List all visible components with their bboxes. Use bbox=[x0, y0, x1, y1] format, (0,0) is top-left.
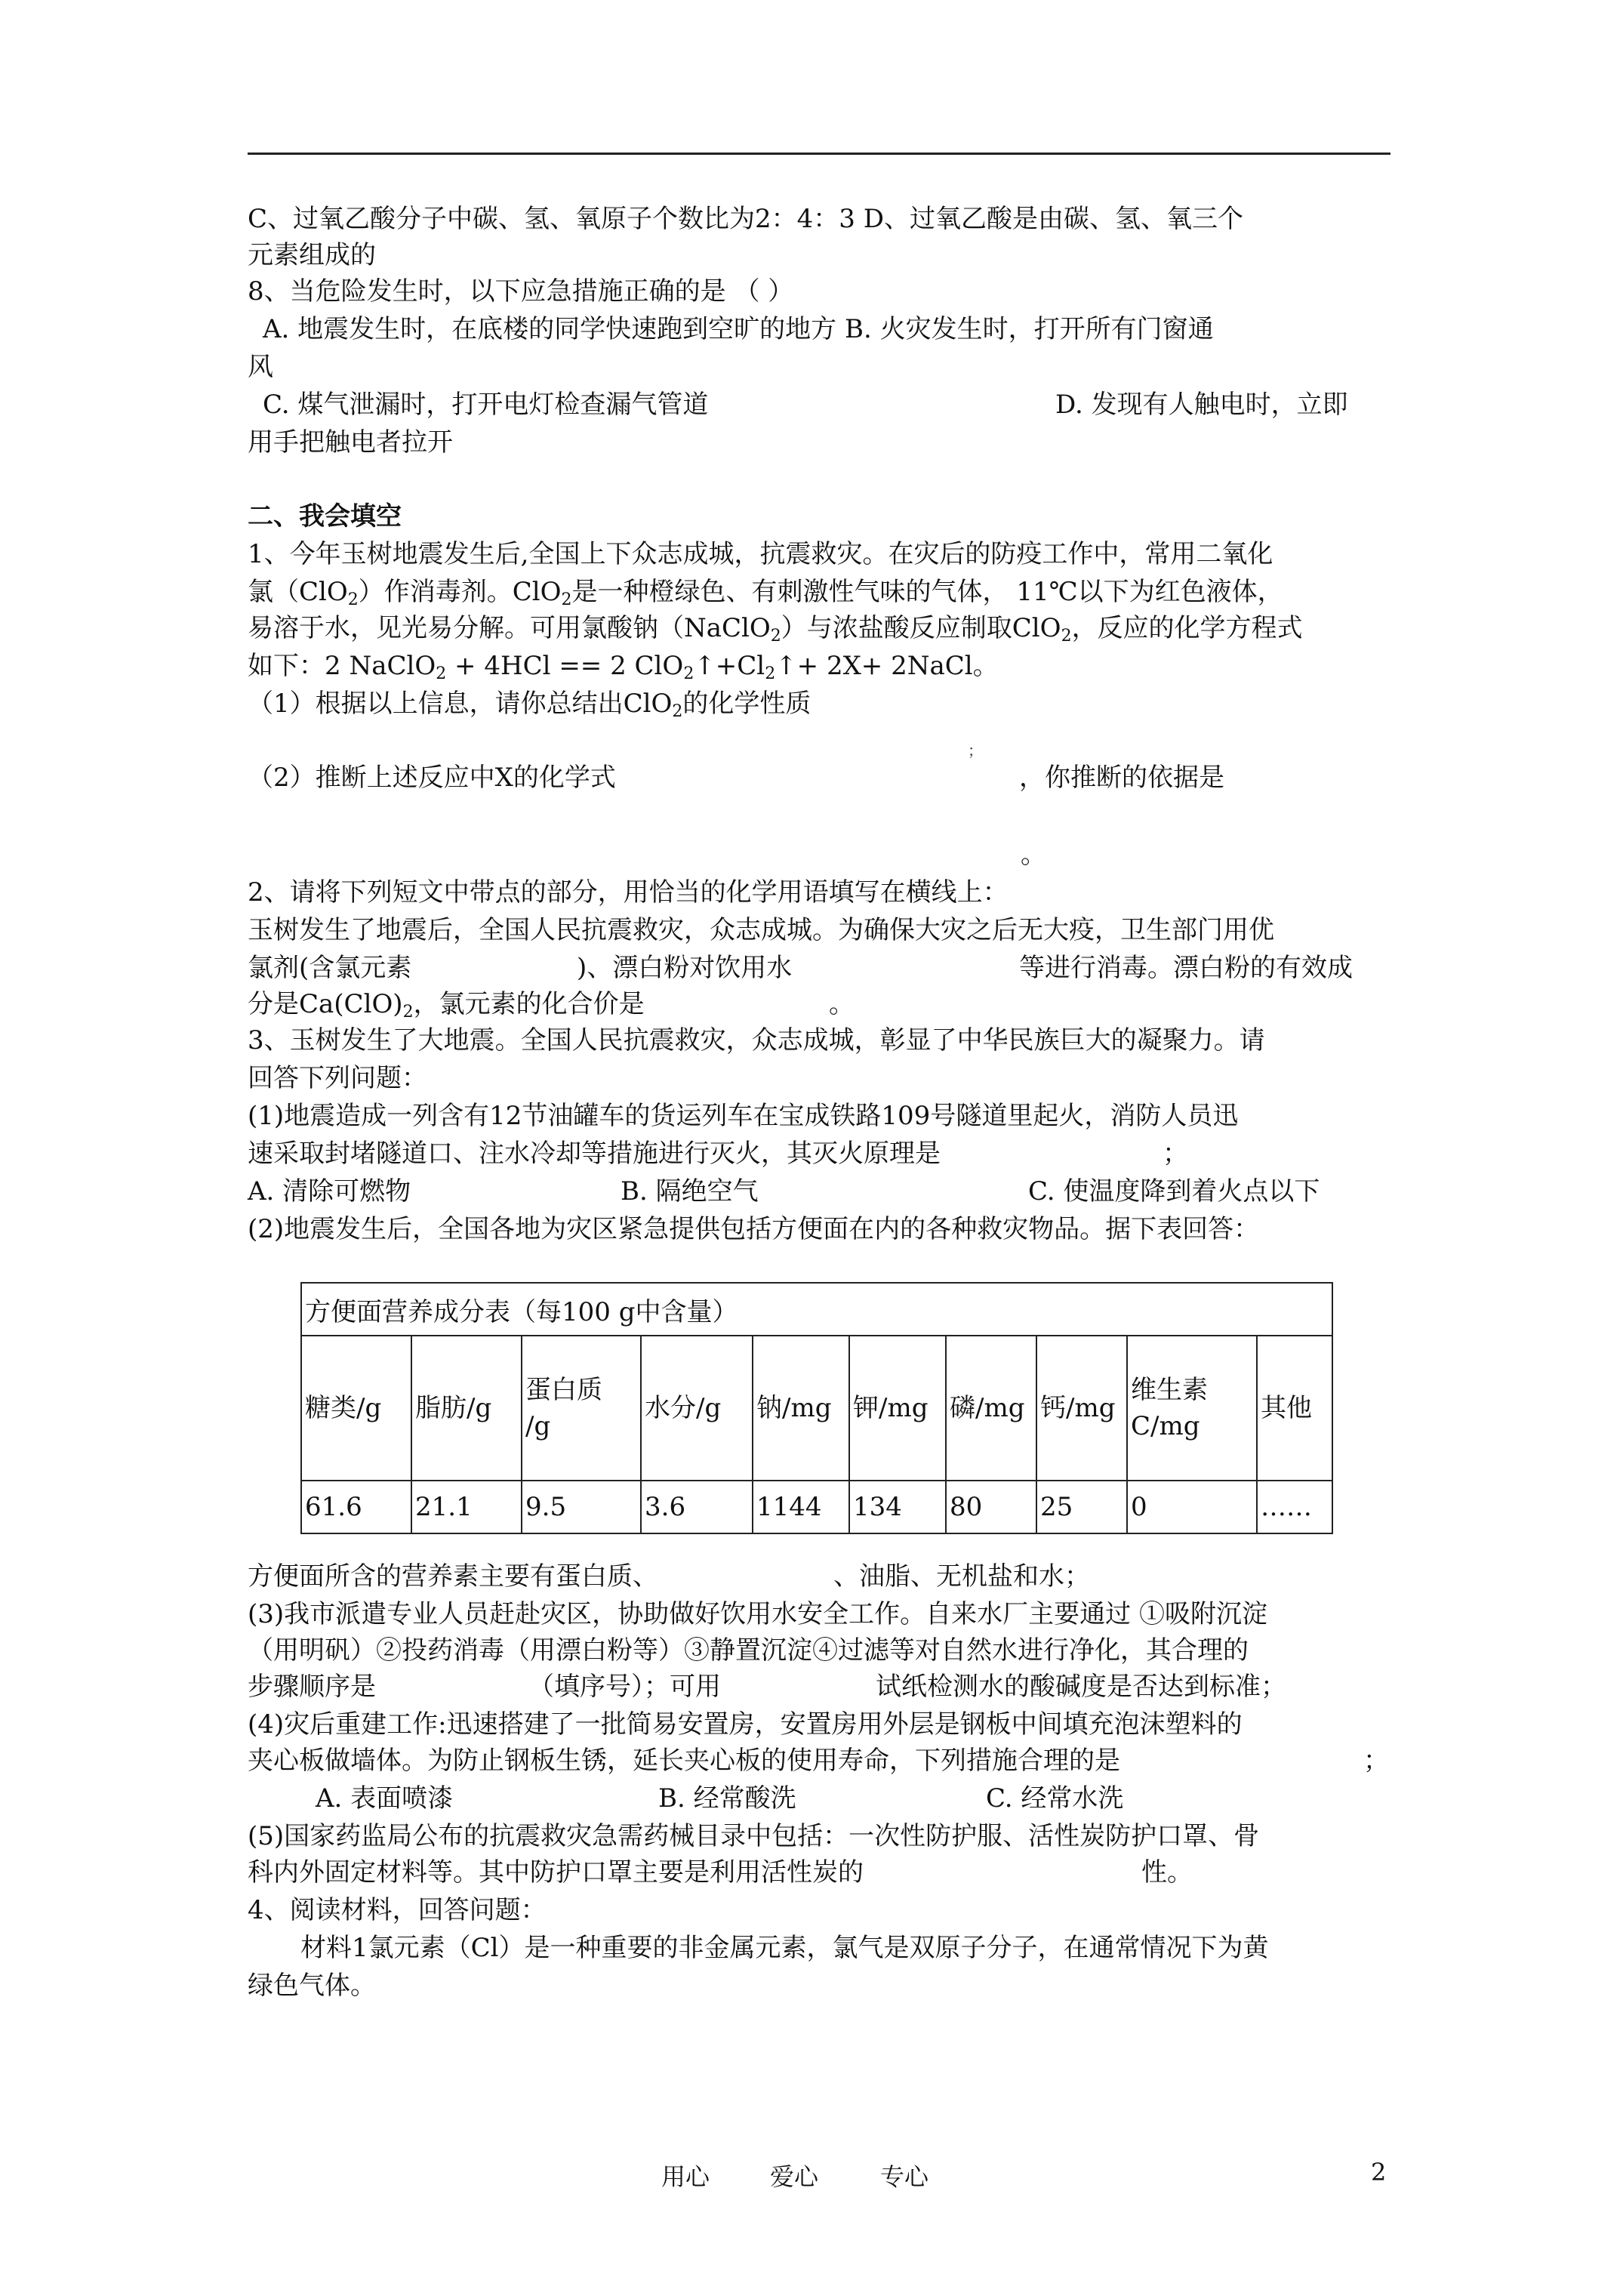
q3-line1: 3、玉树发生了大地震。全国人民抗震救灾，众志成城，彰显了中华民族巨大的凝聚力。请 bbox=[248, 1025, 1265, 1056]
q4-material1: 材料1氯元素（Cl）是一种重要的非金属元素，氯气是双原子分子，在通常情况下为黄 bbox=[300, 1933, 1269, 1963]
table-header-cell: 脂肪/g bbox=[411, 1336, 522, 1481]
page-number: 2 bbox=[1371, 2158, 1387, 2187]
q3-sub2-answer-a: 方便面所含的营养素主要有蛋白质、 bbox=[248, 1561, 658, 1592]
table-header-cell: 磷/mg bbox=[946, 1336, 1036, 1481]
q3-sub1-option-a: A. 清除可燃物 bbox=[248, 1176, 411, 1207]
table-header-cell: 水分/g bbox=[641, 1336, 753, 1481]
q1-line3: 易溶于水，见光易分解。可用氯酸钠（NaClO$_2$）与浓盐酸反应制取ClO$_2$，反应的化学方程式 bbox=[248, 613, 1303, 646]
table-header-cell: 蛋白质 /g bbox=[522, 1336, 641, 1481]
q8-option-c: C. 煤气泄漏时，打开电灯检查漏气管道 bbox=[263, 390, 709, 420]
q1-equation: 如下：2 NaClO$_2$ + 4HCl == 2 $ClO_2↑+Cl_2↑+ 2X+$ 2NaCl。 bbox=[248, 651, 999, 683]
q3-sub4-line2-end: ； bbox=[1363, 1746, 1389, 1776]
table-cell: 9.5 bbox=[522, 1481, 641, 1533]
q2-line3c: 等进行消毒。漂白粉的有效成 bbox=[1019, 953, 1353, 983]
q3-sub5-line2b: 性。 bbox=[1141, 1857, 1193, 1888]
header-rule bbox=[248, 153, 1390, 155]
table-cell: 25 bbox=[1036, 1481, 1127, 1533]
q3-sub3-line3b: （填序号）；可用 bbox=[528, 1672, 721, 1702]
table-cell: 0 bbox=[1127, 1481, 1257, 1533]
q1-sub1: （1）根据以上信息，请你总结出ClO$_2$的化学性质 bbox=[248, 689, 812, 721]
q2-line3b: )、漂白粉对饮用水 bbox=[577, 953, 793, 983]
footer-right: 专心 bbox=[880, 2162, 929, 2191]
table-header-cell: 糖类/g bbox=[301, 1336, 411, 1481]
table-header-cell: 钙/mg bbox=[1036, 1336, 1127, 1481]
table-row bbox=[301, 1481, 1332, 1533]
q3-sub3-line1: (3)我市派遣专业人员赶赴灾区，协助做好饮用水安全工作。自来水厂主要通过 ①吸附沉淀 bbox=[248, 1599, 1267, 1629]
footer-left: 用心 bbox=[661, 2162, 710, 2191]
q8-option-b-cont: 风 bbox=[248, 352, 273, 382]
q8-option-d-cont: 用手把触电者拉开 bbox=[248, 427, 453, 458]
q3-sub2-answer-b: 、油脂、无机盐和水； bbox=[833, 1561, 1090, 1592]
q2-line1: 2、请将下列短文中带点的部分，用恰当的化学用语填写在横线上： bbox=[248, 877, 1009, 908]
table-cell: 3.6 bbox=[641, 1481, 753, 1533]
q2-line4-end: 。 bbox=[829, 989, 855, 1019]
table-cell: …… bbox=[1257, 1481, 1332, 1533]
q3-sub3-line3c: 试纸检测水的酸碱度是否达到标准； bbox=[876, 1672, 1286, 1702]
q3-sub1-line2: 速采取封堵隧道口、注水冷却等措施进行灭火，其灭火原理是 bbox=[248, 1139, 941, 1169]
q3-sub4-line2: 夹心板做墙体。为防止钢板生锈，延长夹心板的使用寿命，下列措施合理的是 bbox=[248, 1746, 1120, 1776]
q8-stem: 8、当危险发生时，以下应急措施正确的是 （ ） bbox=[248, 276, 794, 307]
q4-line1: 4、阅读材料，回答问题： bbox=[248, 1895, 547, 1925]
q1-line1: 1、今年玉树地震发生后,全国上下众志成城，抗震救灾。在灾后的防疫工作中，常用二氧化 bbox=[248, 539, 1273, 569]
table-cell: 21.1 bbox=[411, 1481, 522, 1533]
q8-option-a-b: A. 地震发生时，在底楼的同学快速跑到空旷的地方 B. 火灾发生时，打开所有门窗通 bbox=[263, 314, 1214, 344]
footer-middle: 爱心 bbox=[770, 2162, 819, 2191]
q8-option-d: D. 发现有人触电时，立即 bbox=[1055, 390, 1348, 420]
nutrition-table bbox=[300, 1282, 1333, 1534]
table-cell: 80 bbox=[946, 1481, 1036, 1533]
q1-sub2-end: 。 bbox=[1021, 840, 1046, 870]
q3-sub1-option-b: B. 隔绝空气 bbox=[621, 1176, 759, 1207]
q1-sub2-label: （2）推断上述反应中X的化学式 bbox=[248, 763, 616, 793]
table-header-cell: 维生素 C/mg bbox=[1127, 1336, 1257, 1481]
q3-sub4-option-c: C. 经常水洗 bbox=[986, 1783, 1124, 1814]
q2-line2: 玉树发生了地震后，全国人民抗震救灾，众志成城。为确保大灾之后无大疫，卫生部门用优 bbox=[248, 915, 1274, 945]
q3-sub1-line1: (1)地震造成一列含有12节油罐车的货运列车在宝成铁路109号隧道里起火，消防人员迅 bbox=[248, 1101, 1239, 1131]
table-cell: 61.6 bbox=[301, 1481, 411, 1533]
table-header-row bbox=[301, 1336, 1332, 1481]
q3-line2: 回答下列问题： bbox=[248, 1063, 427, 1093]
q3-sub4-line1: (4)灾后重建工作:迅速搭建了一批简易安置房，安置房用外层是钢板中间填充泡沫塑料的 bbox=[248, 1709, 1243, 1740]
table-cell: 134 bbox=[849, 1481, 946, 1533]
section-title: 二、我会填空 bbox=[248, 501, 402, 532]
q3-sub4-option-a: A. 表面喷漆 bbox=[316, 1783, 454, 1814]
q1-line2: 氯（ClO$_2$）作消毒剂。ClO$_2$是一种橙绿色、有刺激性气味的气体， 11℃以下为红色液体， bbox=[248, 577, 1283, 609]
q3-sub3-line2: （用明矾）②投药消毒（用漂白粉等）③静置沉淀④过滤等对自然水进行净化，其合理的 bbox=[248, 1635, 1249, 1666]
q3-sub5-line1: (5)国家药监局公布的抗震救灾急需药械目录中包括：一次性防护服、活性炭防护口罩、骨 bbox=[248, 1821, 1260, 1851]
q3-sub1-option-c: C. 使温度降到着火点以下 bbox=[1028, 1176, 1320, 1207]
table-header-cell: 钠/mg bbox=[753, 1336, 849, 1481]
table-header-cell: 其他 bbox=[1257, 1336, 1332, 1481]
q1-sub1-end: ； bbox=[968, 741, 983, 760]
table-header-cell: 钾/mg bbox=[849, 1336, 946, 1481]
q3-sub1-line2-end: ； bbox=[1163, 1139, 1188, 1169]
q3-sub3-line3a: 步骤顺序是 bbox=[248, 1672, 376, 1702]
q2-line3a: 氯剂(含氯元素 bbox=[248, 953, 412, 983]
q3-sub2: (2)地震发生后，全国各地为灾区紧急提供包括方便面在内的各种救灾物品。据下表回答： bbox=[248, 1214, 1260, 1244]
q1-sub2-basis: ，你推断的依据是 bbox=[1019, 763, 1224, 793]
q3-sub4-option-b: B. 经常酸洗 bbox=[658, 1783, 796, 1814]
q4-material1-cont: 绿色气体。 bbox=[248, 1971, 376, 2001]
q2-line4a: 分是$Ca(ClO)_2$，氯元素的化合价是 bbox=[248, 989, 645, 1022]
table-cell: 1144 bbox=[753, 1481, 849, 1533]
table-caption: 方便面营养成分表（每100 g中含量） bbox=[301, 1283, 1332, 1336]
q3-sub5-line2a: 科内外固定材料等。其中防护口罩主要是利用活性炭的 bbox=[248, 1857, 864, 1888]
q7-option-d-cont: 元素组成的 bbox=[248, 240, 376, 270]
q7-option-c-d: C、过氧乙酸分子中碳、氢、氧原子个数比为2：4：3 D、过氧乙酸是由碳、氢、氧三个 bbox=[248, 204, 1243, 234]
